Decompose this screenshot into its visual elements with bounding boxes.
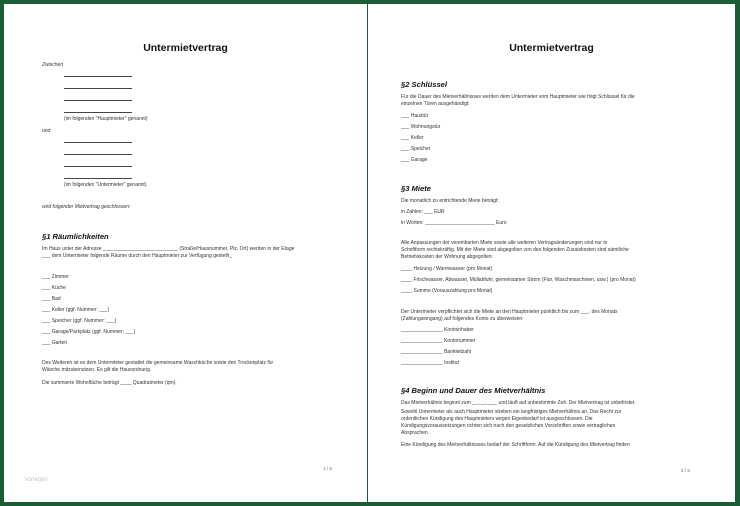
list-item: ___ Garten [42,340,68,346]
and-label: und [42,128,51,134]
signature-line [64,112,132,113]
section-heading: §1 Räumlichkeiten [42,232,109,241]
rent-in-words: in Worten: _________________________ Euro [401,220,507,226]
signature-line [64,154,132,155]
paragraph-line: Sowohl Untermieter als auch Hauptmieter streben ein langfristiges Mietverhältnis an. Das Recht zur [401,409,622,415]
list-item: ___ Keller (ggf. Nummer: ___) [42,307,110,313]
concluded-text: wird folgender Mietvertrag geschlossen: [42,204,131,210]
paragraph-line: Des Weiteren ist es dem Untermieter gestattet die gemeinsame Waschküche sowie den Trockenplatz für [42,360,274,366]
signature-line [64,142,132,143]
list-item: ____ Frischwasser, Abwasser, Müllabfuhr, gemeinsamer Strom (Flur, Waschmaschinen, usw.) (pro Monat) [401,277,636,283]
list-item: ___ Keller [401,135,424,141]
watermark: Vorlagen [24,477,48,483]
list-item: ___ Küche [42,285,66,291]
paragraph-line: Alle Anpassungen der vereinbarten Miete sowie alle weiteren Vertragsänderungen sind nur in [401,240,608,246]
list-item: _______________ Bankleitzahl [401,349,472,355]
paragraph-line: Das Mietverhältnis beginnt zum __.__.____ und läuft auf unbestimmte Zeit. Der Mietvertrag ist unbefristet. [401,400,636,406]
paragraph-line: Im Haus unter der Adresse ___________________________ (Straße/Hausnummer, Plz, Ort) werden in der Etage [42,246,295,252]
paragraph-line: (Zahlungseingang) auf folgendes Konto zu überweisen: [401,316,524,322]
paragraph-line: Für die Dauer des Mietverhältnisses werden dem Untermieter vom Hauptmieter wie folgt Schlüssel für die [401,94,635,100]
list-item: _______________ Institut [401,360,459,366]
paragraph-line: ordentlichen Kündigung des Hauptmieters wegen Eigenbedarf ist ausgeschlossen. Die [401,416,593,422]
paragraph-line: ___ dem Untermieter folgende Räume durch den Hauptmieter zur Verfügung gestellt_ [42,253,232,259]
signature-line [64,178,132,179]
list-item: _______________ Kontonummer [401,338,476,344]
page-title: Untermietvertrag [509,42,594,54]
document-page-2 [368,4,735,502]
list-item: ___ Bad [42,296,61,302]
section-heading: §2 Schlüssel [401,80,448,89]
section-heading: §4 Beginn und Dauer des Mietverhältnis [401,386,546,395]
rent-in-figures: in Zahlen: ___ EUR [401,209,445,215]
signature-line [64,100,132,101]
list-item: ___ Garage [401,157,428,163]
signature-line [64,88,132,89]
page-number: 1 / 3 [323,466,332,471]
paragraph-line: Wäsche mitzubenutzen. Es gilt die Hausordnung. [42,367,152,373]
list-item: ____ Summe (Vorauszahlung pro Monat) [401,288,493,294]
page-number: 2 / 3 [681,468,690,473]
paragraph-line: Der Untermieter verpflichtet sich die Miete an den Hauptmieter pünktlich bis zum ___. des Monats [401,309,618,315]
paragraph-line: Kündigungsvoraussetzungen richten sich nach den gesetzlichen Vorschriften sowie vertraglichen [401,423,616,429]
page-title: Untermietvertrag [143,42,228,54]
list-item: ____ Heizung / Warmwasser (pro Monat) [401,266,493,272]
paragraph-line: Betriebskosten der Wohnung abgegolten: [401,254,493,260]
list-item: ___ Speicher [401,146,431,152]
signature-line [64,166,132,167]
paragraph-line: einzelnen Türen ausgehändigt: [401,101,470,107]
subtenant-note: (im folgenden "Untermieter" genannt) [64,182,147,188]
list-item: ___ Speicher (ggf. Nummer: ___) [42,318,117,324]
paragraph-line: Schriftform rechtskräftig. Mit der Miete sind abgegolten von den folgenden Zusatzkosten sind sämtliche [401,247,629,253]
section-heading: §3 Miete [401,184,431,193]
paragraph-line: Die monatlich zu entrichtende Miete beträgt: [401,198,499,204]
signature-line [64,76,132,77]
between-label: Zwischen [42,62,64,68]
main-tenant-note: (im folgenden "Hauptmieter" genannt) [64,116,148,122]
paragraph-line: Absprachen. [401,430,430,436]
list-item: ___ Wohnungstür [401,124,441,130]
paragraph-line: Die summierte Wohnfläche beträgt ____ Quadratmeter (qm). [42,380,177,386]
list-item: ___ Zimmer [42,274,69,280]
list-item: _______________ Kontoinhaber [401,327,474,333]
list-item: ___ Garage/Parkplatz (ggf. Nummer: ___) [42,329,136,335]
document-page-1 [4,4,367,502]
paragraph-line: Eine Kündigung des Mietverhältnisses bedarf der Schriftform. Auf die Kündigung des Mietvertrag finden [401,442,630,448]
list-item: ___ Haustür [401,113,429,119]
